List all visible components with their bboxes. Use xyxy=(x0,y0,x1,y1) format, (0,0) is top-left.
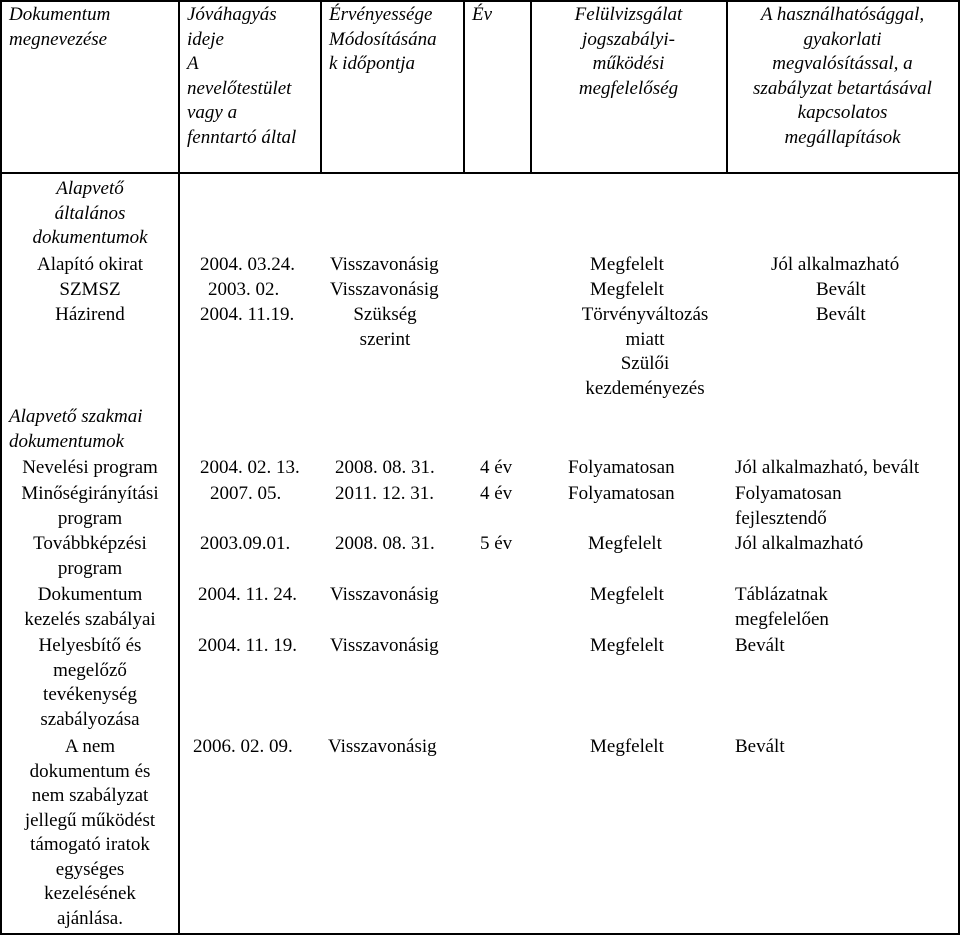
row-review: Megfelelt xyxy=(590,254,664,275)
row-year: 4 év xyxy=(480,457,513,478)
row-findings: Jól alkalmazható, bevált xyxy=(735,457,920,478)
row-review: Törvényváltozás miatt Szülői kezdeményezés xyxy=(581,304,709,399)
row-validity: Szükség szerint xyxy=(353,304,417,350)
row-review: Megfelelt xyxy=(590,584,664,605)
row-name: Dokumentum kezelés szabályai xyxy=(24,584,156,630)
row-findings: Bevált xyxy=(735,736,785,757)
row-findings: Folyamatosan fejlesztendő xyxy=(735,483,842,529)
row-findings: Bevált xyxy=(816,279,866,300)
row-approval-date: 2007. 05. xyxy=(210,483,282,504)
row-review: Megfelelt xyxy=(590,279,664,300)
header-year: Év xyxy=(472,4,493,25)
row-validity: 2011. 12. 31. xyxy=(335,483,435,504)
row-findings: Bevált xyxy=(735,635,785,656)
section-title-professional: Alapvető szakmai dokumentumok xyxy=(9,406,143,452)
header-approval-date: Jóváhagyás ideje A nevelőtestület vagy a fenntartó által xyxy=(187,4,297,148)
row-approval-date: 2004. 03.24. xyxy=(200,254,295,275)
row-validity: 2008. 08. 31. xyxy=(335,457,435,478)
header-document-name: Dokumentum megnevezése xyxy=(9,4,111,50)
row-name: Továbbképzési program xyxy=(33,533,147,579)
row-findings: Táblázatnak megfelelően xyxy=(735,584,829,630)
row-approval-date: 2004. 11. 19. xyxy=(198,635,298,656)
row-findings: Jól alkalmazható xyxy=(771,254,900,275)
row-validity: Visszavonásig xyxy=(330,635,439,656)
table-border-bottom xyxy=(0,933,960,935)
col-divider-1 xyxy=(178,0,180,935)
row-validity: Visszavonásig xyxy=(330,584,439,605)
row-approval-date: 2004. 02. 13. xyxy=(200,457,300,478)
row-name: Helyesbítő és megelőző tevékenység szabályozása xyxy=(38,635,142,730)
row-approval-date: 2004. 11.19. xyxy=(200,304,295,325)
row-review: Megfelelt xyxy=(590,736,664,757)
row-validity: Visszavonásig xyxy=(330,254,439,275)
row-review: Megfelelt xyxy=(588,533,662,554)
row-name: Alapító okirat xyxy=(36,254,144,275)
row-name: Házirend xyxy=(55,304,125,325)
row-review: Megfelelt xyxy=(590,635,664,656)
table-border-top xyxy=(0,0,960,2)
header-findings: A használhatósággal, gyakorlati megvalósítással, a szabályzat betartásával kapcsolatos megállapítások xyxy=(753,4,932,148)
row-review: Folyamatosan xyxy=(568,483,675,504)
row-year: 5 év xyxy=(480,533,513,554)
row-approval-date: 2003.09.01. xyxy=(200,533,291,554)
header-divider xyxy=(0,172,960,174)
row-approval-date: 2006. 02. 09. xyxy=(193,736,293,757)
row-validity: Visszavonásig xyxy=(330,279,439,300)
row-findings: Bevált xyxy=(816,304,866,325)
header-review: Felülvizsgálat jogszabályi- működési megfelelőség xyxy=(574,4,683,99)
row-name: SZMSZ xyxy=(59,279,121,300)
header-validity: Érvényessége Módosításána k időpontja xyxy=(329,4,437,74)
row-name: Nevelési program xyxy=(22,457,158,478)
col-divider-3 xyxy=(463,0,465,173)
row-validity: 2008. 08. 31. xyxy=(335,533,435,554)
row-name: A nem dokumentum és nem szabályzat jellegű működést támogató iratok egységes kezelésének ajánlása. xyxy=(24,736,156,929)
row-name: Minőségirányítási program xyxy=(21,483,159,529)
row-validity: Visszavonásig xyxy=(328,736,437,757)
row-approval-date: 2004. 11. 24. xyxy=(198,584,298,605)
row-approval-date: 2003. 02. xyxy=(208,279,280,300)
row-review: Folyamatosan xyxy=(568,457,675,478)
row-year: 4 év xyxy=(480,483,513,504)
col-divider-2 xyxy=(320,0,322,173)
section-title-general: Alapvető általános dokumentumok xyxy=(32,178,148,248)
row-findings: Jól alkalmazható xyxy=(735,533,864,554)
